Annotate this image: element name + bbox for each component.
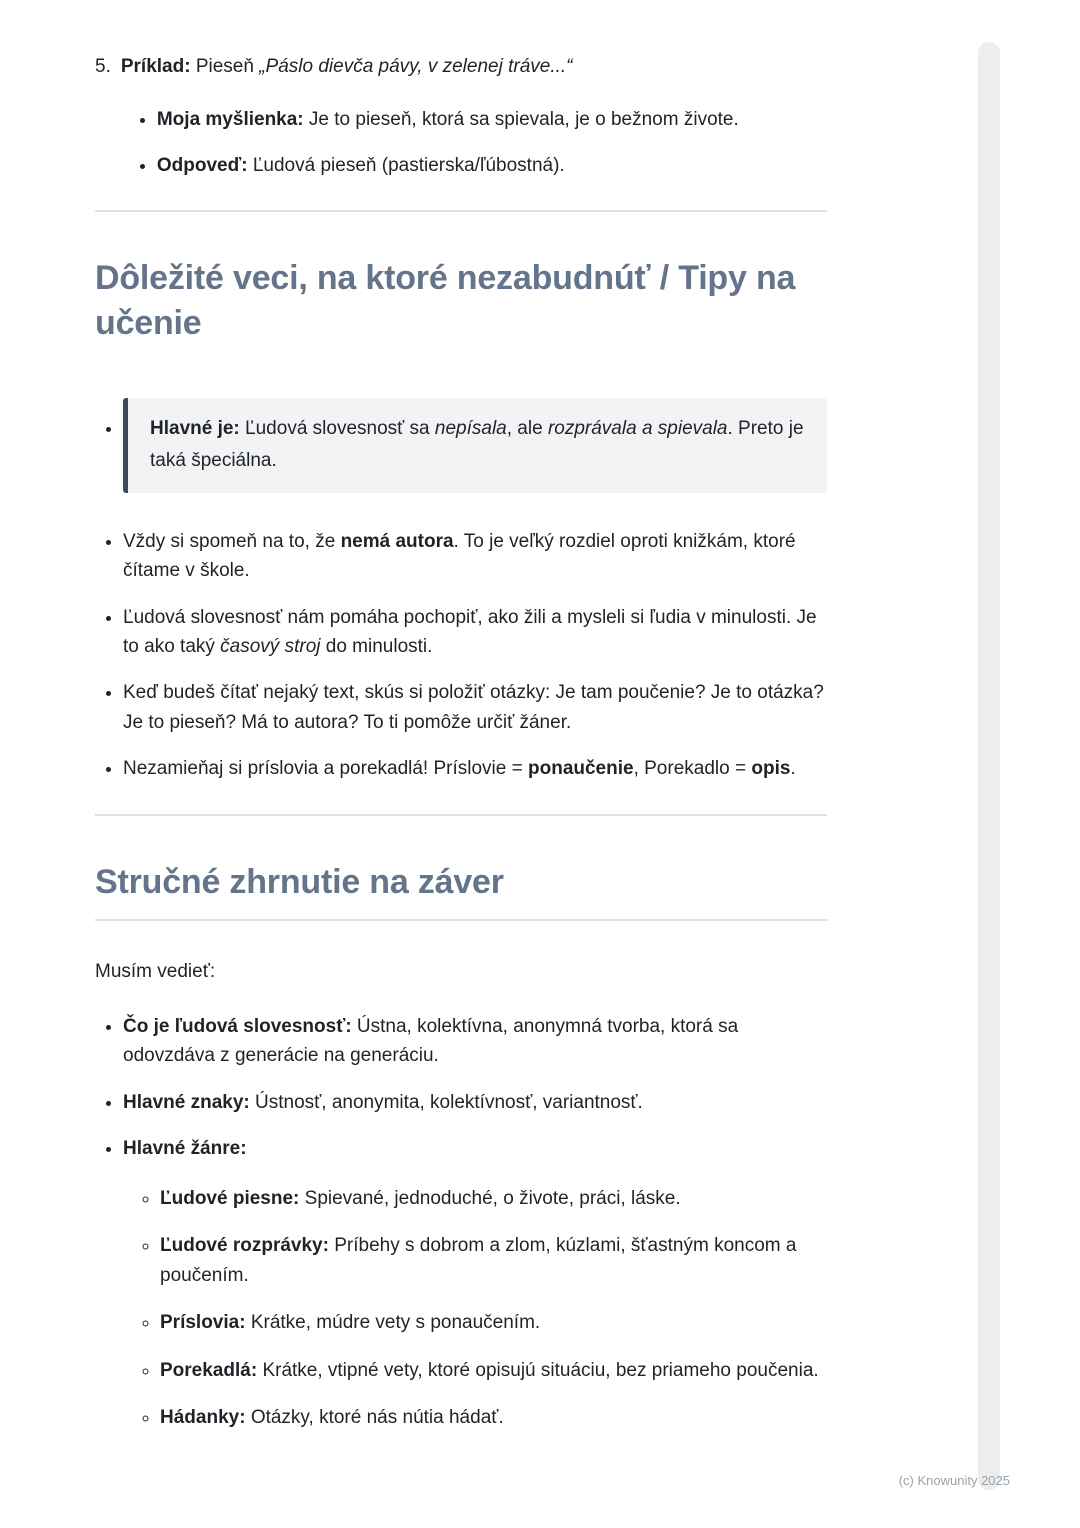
example-body xyxy=(121,52,827,180)
summary-list xyxy=(95,1012,827,1432)
list-item xyxy=(157,151,827,180)
list-item xyxy=(123,678,827,737)
list-item xyxy=(157,105,827,134)
heading-underline xyxy=(95,919,827,921)
genres-list xyxy=(123,1184,827,1433)
list-item-text: • Odpoveď: Ľudová pieseň (pastierska/ľúbostná). xyxy=(156,154,565,176)
list-item xyxy=(160,1184,827,1213)
example-list-item xyxy=(95,52,827,180)
list-item-text: ◦ Hádanky: Otázky, ktoré nás nútia hádať. xyxy=(160,1406,504,1428)
list-item-text: ◦ Príslovia: Krátke, múdre vety s ponaučením. xyxy=(160,1312,541,1334)
list-item-text: • Vždy si spomeň na to, že nemá autora. To je veľký rozdiel oproti knižkám, ktoré čítame v škole. xyxy=(123,530,796,582)
list-item-text: ◦ Ľudové piesne: Spievané, jednoduché, o živote, práci, láske. xyxy=(160,1187,681,1209)
example-sublist xyxy=(121,105,827,180)
list-item-text: • Keď budeš čítať nejaký text, skús si položiť otázky: Je tam poučenie? Je to otázka? Je to pieseň? Má to autora? To ti pomôže určiť žáner. xyxy=(123,682,824,733)
list-item xyxy=(123,527,827,586)
summary-lead: Musím vedieť: xyxy=(95,960,216,982)
list-item xyxy=(123,398,827,493)
list-item xyxy=(123,603,827,662)
section-heading-tips: Dôležité veci, na ktoré nezabudnúť / Tipy na učenie xyxy=(95,259,796,343)
list-item-text: ◦ Ľudové rozprávky: Príbehy s dobrom a zlom, kúzlami, šťastným koncom a poučením. xyxy=(160,1235,797,1286)
list-item-text: • Hlavné žánre: xyxy=(123,1138,247,1160)
section-divider xyxy=(95,814,827,816)
list-item-text: • Moja myšlienka: Je to pieseň, ktorá sa spievala, je o bežnom živote. xyxy=(156,109,739,131)
list-number: 5. xyxy=(95,56,111,77)
callout-quote: • Hlavné je: Ľudová slovesnosť sa nepísala, ale rozprávala a spievala. Preto je taká špeciálna. xyxy=(123,398,827,493)
list-item xyxy=(123,1088,827,1117)
scrollbar[interactable] xyxy=(978,42,1000,1490)
list-item xyxy=(160,1403,827,1432)
tips-list xyxy=(95,398,827,784)
list-item-text: • Čo je ľudová slovesnosť: Ústna, kolektívna, anonymná tvorba, ktorá sa odovzdáva z generácie na generáciu. xyxy=(123,1016,739,1067)
list-item-text: ◦ Porekadlá: Krátke, vtipné vety, ktoré opisujú situáciu, bez priameho poučenia. xyxy=(160,1359,819,1381)
list-item-text: • Nezamieňaj si príslovia a porekadlá! Príslovie = ponaučenie, Porekadlo = opis. xyxy=(123,758,796,780)
list-item xyxy=(123,1134,827,1432)
list-item-text: • Ľudová slovesnosť nám pomáha pochopiť, ako žili a mysleli si ľudia v minulosti. Je to ako taký časový stroj do minulosti. xyxy=(123,606,817,657)
document-page xyxy=(95,52,827,1432)
list-item xyxy=(123,754,827,783)
example-text: Príklad: Pieseň „Páslo dievča pávy, v zelenej tráve...“ xyxy=(120,56,573,77)
list-item-text: • Hlavné znaky: Ústnosť, anonymita, kolektívnosť, variantnosť. xyxy=(123,1091,643,1113)
section-heading-summary: Stručné zhrnutie na záver xyxy=(95,862,504,901)
list-item xyxy=(160,1231,827,1290)
watermark-copyright: (c) Knowunity 2025 xyxy=(898,1473,1010,1488)
list-item xyxy=(123,1012,827,1071)
list-item xyxy=(160,1356,827,1385)
section-divider xyxy=(95,210,827,212)
list-item xyxy=(160,1308,827,1337)
